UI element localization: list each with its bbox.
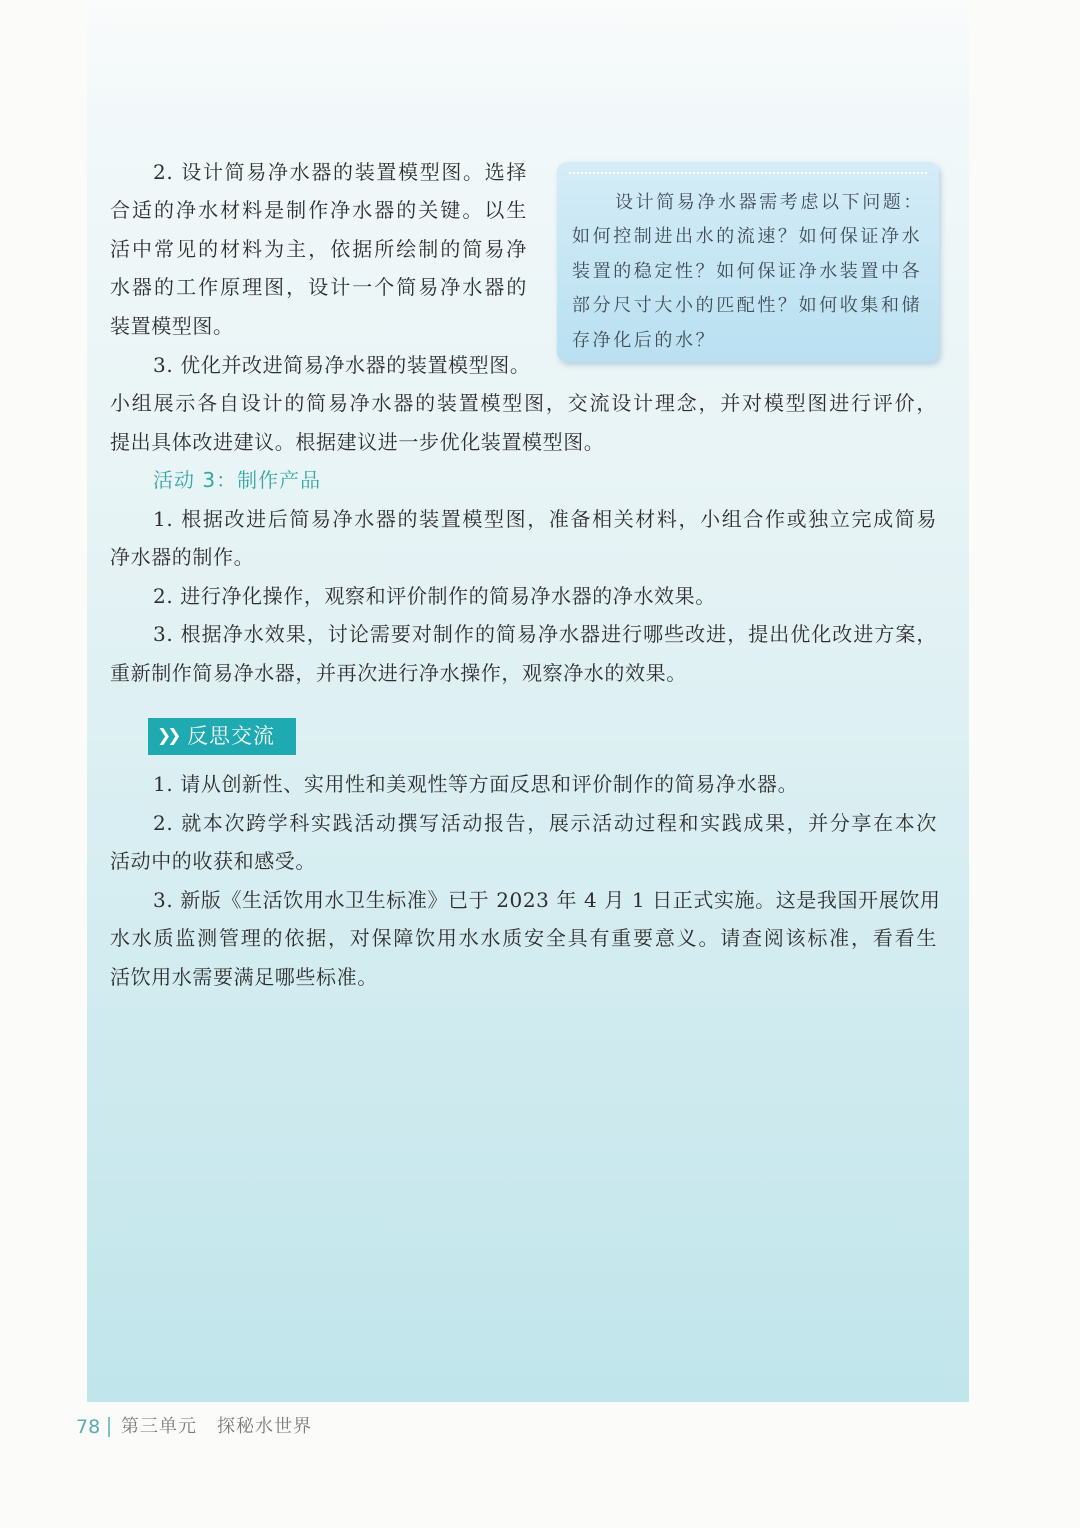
reflection-item-2-line-2: 活动中的收获和感受。: [110, 849, 316, 873]
activity-step-1-line-1: 1. 根据改进后简易净水器的装置模型图，准备相关材料，小组合作或独立完成简易: [153, 507, 937, 531]
unit-title: 探秘水世界: [217, 1416, 312, 1437]
step-2-line-2: 合适的净水材料是制作净水器的关键。以生: [110, 198, 527, 222]
note-line-2: 如何控制进出水的流速？如何保证净水: [572, 226, 923, 247]
step-2-line-5: 装置模型图。: [110, 314, 234, 338]
note-line-5: 存净化后的水？: [572, 330, 717, 351]
note-line-4: 部分尺寸大小的匹配性？如何收集和储: [572, 295, 923, 316]
reflection-item-3-line-1: 3. 新版《生活饮用水卫生标准》已于 2023 年 4 月 1 日正式实施。这是我国开展饮用: [153, 888, 941, 912]
activity-step-1-line-2: 净水器的制作。: [110, 545, 255, 569]
note-line-3: 装置的稳定性？如何保证净水装置中各: [572, 261, 923, 282]
activity-step-3-line-2: 重新制作简易净水器，并再次进行净水操作，观察净水的效果。: [110, 661, 687, 685]
reflection-item-3-line-3: 活饮用水需要满足哪些标准。: [110, 965, 378, 989]
reflection-item-2-line-1: 2. 就本次跨学科实践活动撰写活动报告，展示活动过程和实践成果，并分享在本次: [153, 811, 937, 835]
step-2-line-1: 2. 设计简易净水器的装置模型图。选择: [153, 160, 527, 184]
reflection-title: 反思交流: [187, 724, 275, 748]
note-line-1: 设计简易净水器需考虑以下问题：: [615, 192, 924, 213]
unit-label: 第三单元: [121, 1416, 197, 1437]
footer-divider: [108, 1417, 110, 1437]
step-3-line-3: 提出具体改进建议。根据建议进一步优化装置模型图。: [110, 430, 605, 454]
note-dotted-border: [569, 172, 927, 174]
step-3-line-2: 小组展示各自设计的简易净水器的装置模型图，交流设计理念，并对模型图进行评价，: [110, 391, 937, 415]
step-2-line-4: 水器的工作原理图，设计一个简易净水器的: [110, 275, 527, 299]
activity-step-2: 2. 进行净化操作，观察和评价制作的简易净水器的净水效果。: [153, 584, 716, 608]
reflection-item-3-line-2: 水水质监测管理的依据，对保障饮用水水质安全具有重要意义。请查阅该标准，看看生: [110, 926, 937, 950]
activity-3-heading: 活动 3：制作产品: [153, 468, 322, 492]
step-2-line-3: 活中常见的材料为主，依据所绘制的简易净: [110, 237, 527, 261]
activity-step-3-line-1: 3. 根据净水效果，讨论需要对制作的简易净水器进行哪些改进，提出优化改进方案，: [153, 622, 937, 646]
reflection-item-1: 1. 请从创新性、实用性和美观性等方面反思和评价制作的简易净水器。: [153, 772, 799, 796]
step-3-line-1: 3. 优化并改进简易净水器的装置模型图。: [153, 353, 531, 377]
tip-note-box: [557, 162, 939, 362]
page-number: 78: [76, 1416, 101, 1438]
double-chevron-right-icon: ❯❯: [157, 726, 178, 746]
reflection-section-badge: [148, 718, 296, 755]
